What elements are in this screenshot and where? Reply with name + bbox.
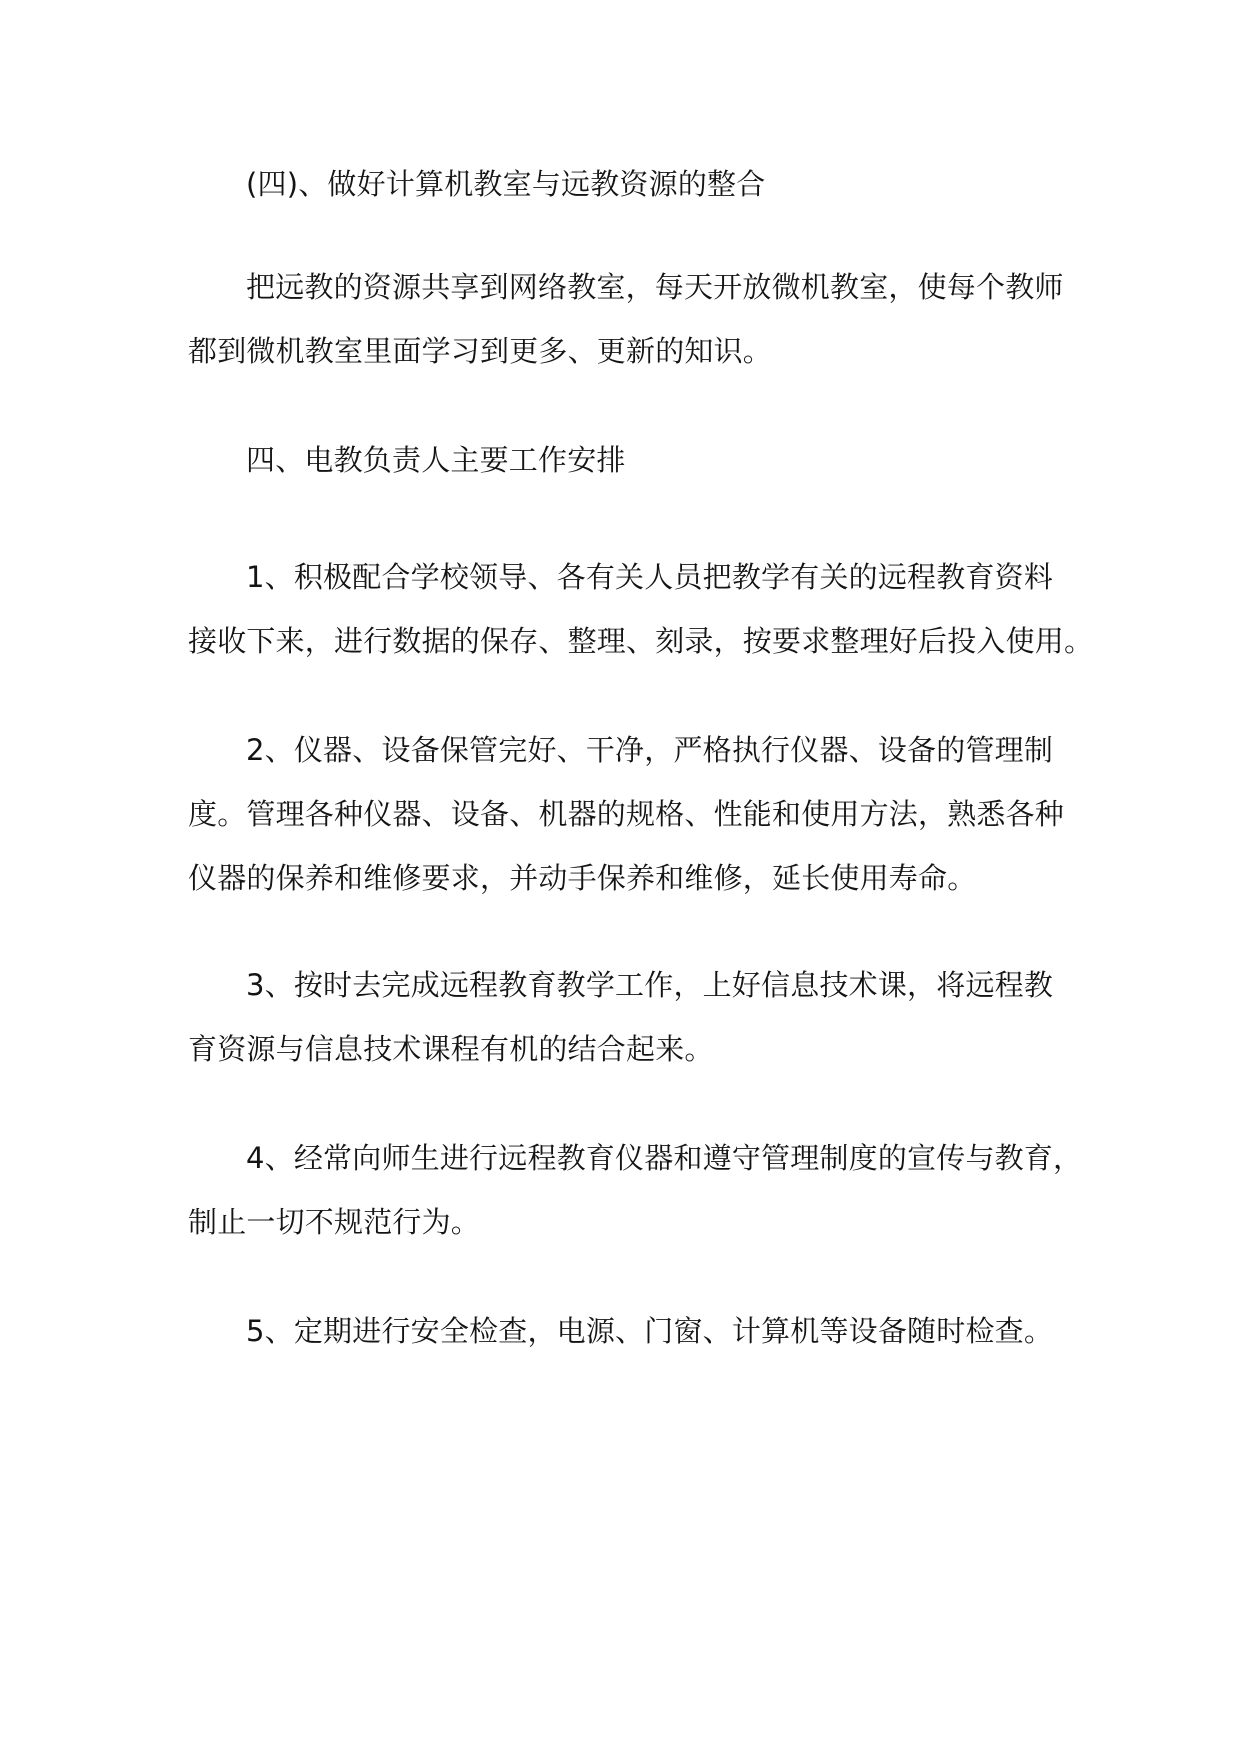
list-item-line: 育资源与信息技术课程有机的结合起来。 (188, 1032, 714, 1066)
list-item-line: 度。管理各种仪器、设备、机器的规格、性能和使用方法，熟悉各种 (188, 797, 1065, 831)
paragraph-line: 把远教的资源共享到网络教室，每天开放微机教室，使每个教师 (246, 270, 1064, 304)
section-heading-4-integration (188, 152, 1088, 216)
list-item-line: 接收下来，进行数据的保存、整理、刻录，按要求整理好后投入使用。 (188, 624, 1094, 658)
section-heading-responsibilities (188, 428, 1088, 492)
list-item-3 (188, 953, 1088, 1081)
list-item-line: 4、经常向师生进行远程教育仪器和遵守管理制度的宣传与教育， (246, 1141, 1083, 1175)
list-item-line: 仪器的保养和维修要求，并动手保养和维修，延长使用寿命。 (188, 861, 977, 895)
list-item-4 (188, 1126, 1088, 1254)
paragraph-resource-sharing (188, 255, 1088, 383)
heading-line: 四、电教负责人主要工作安排 (246, 443, 626, 477)
list-item-2 (188, 718, 1088, 910)
list-item-line: 制止一切不规范行为。 (188, 1205, 481, 1239)
list-item-line: 5、定期进行安全检查，电源、门窗、计算机等设备随时检查。 (246, 1314, 1054, 1348)
heading-line: (四)、做好计算机教室与远教资源的整合 (246, 167, 766, 201)
list-item-line: 3、按时去完成远程教育教学工作，上好信息技术课，将远程教 (246, 968, 1054, 1002)
list-item-line: 2、仪器、设备保管完好、干净，严格执行仪器、设备的管理制 (246, 733, 1054, 767)
list-item-5 (188, 1299, 1088, 1363)
list-item-1 (188, 545, 1094, 673)
paragraph-line: 都到微机教室里面学习到更多、更新的知识。 (188, 334, 773, 368)
list-item-line: 1、积极配合学校领导、各有关人员把教学有关的远程教育资料 (246, 560, 1054, 594)
